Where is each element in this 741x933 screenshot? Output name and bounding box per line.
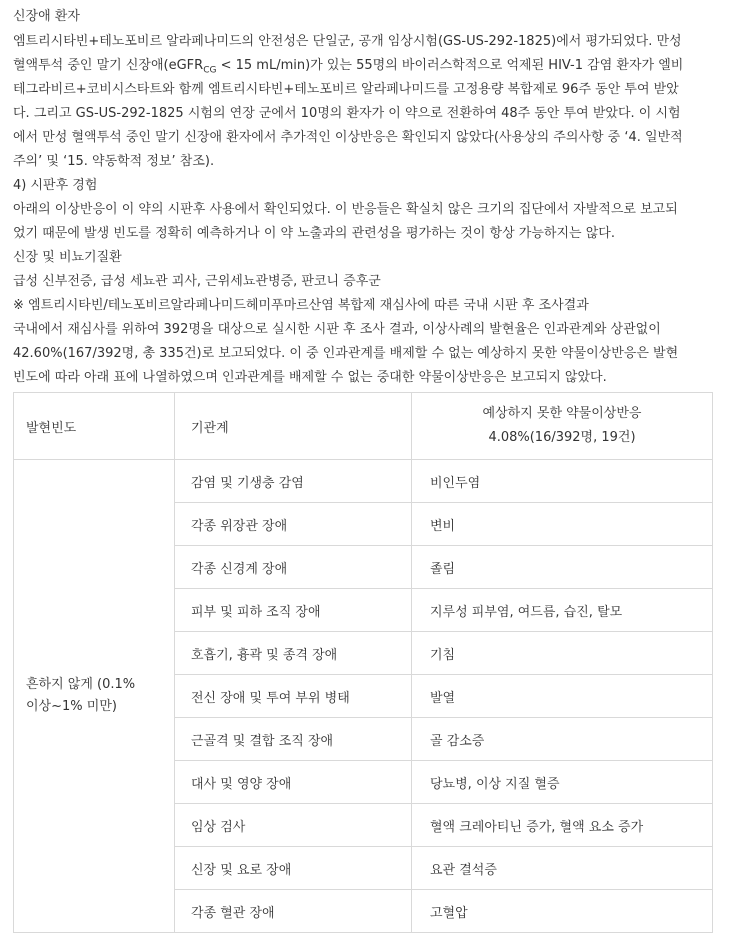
event-cell: 비인두염 — [412, 460, 713, 503]
organ-cell: 피부 및 피하 조직 장애 — [175, 589, 412, 632]
event-cell: 혈액 크레아티닌 증가, 혈액 요소 증가 — [412, 804, 713, 847]
frequency-line: 흔하지 않게 (0.1% — [26, 677, 136, 692]
frequency-line: 이상~1% 미만) — [26, 699, 117, 714]
organ-cell: 신장 및 요로 장애 — [175, 847, 412, 890]
paragraph-line: 테그라비르+코비시스타트와 함께 엠트리시타빈+테노포비르 알라페나미드를 고정용량 복합제로 96주 동안 투여 받았 — [13, 82, 679, 97]
header-organ-system: 기관계 — [175, 393, 412, 460]
renal-impairment-section — [13, 4, 714, 390]
paragraph-line: 급성 신부전증, 급성 세뇨관 괴사, 근위세뇨관병증, 판코니 증후군 — [13, 274, 381, 289]
subsection-heading-renal: 신장 및 비뇨기질환 — [13, 250, 122, 265]
organ-cell: 감염 및 기생충 감염 — [175, 460, 412, 503]
section-heading-renal: 신장애 환자 — [13, 9, 80, 24]
event-cell: 변비 — [412, 503, 713, 546]
event-cell: 요관 결석증 — [412, 847, 713, 890]
organ-cell: 각종 위장관 장애 — [175, 503, 412, 546]
paragraph-line: 었기 때문에 발생 빈도를 정확히 예측하거나 이 약 노출과의 관련성을 평가하는 것이 항상 가능하지는 않다. — [13, 226, 615, 241]
header-adr-title: 예상하지 못한 약물이상반응 — [482, 406, 642, 421]
adverse-reaction-table — [13, 392, 713, 933]
table-header-row — [14, 393, 713, 460]
note-heading: ※ 엠트리시타빈/테노포비르알라페나미드헤미푸마르산염 복합제 재심사에 따른 국내 시판 후 조사결과 — [13, 298, 589, 313]
subscript-cg: CG — [203, 65, 217, 76]
paragraph-line: 다. 그리고 GS-US-292-1825 시험의 연장 군에서 10명의 환자가 이 약으로 전환하여 48주 동안 투여 받았다. 이 시험 — [13, 106, 681, 121]
event-cell: 고혈압 — [412, 890, 713, 933]
organ-cell: 각종 혈관 장애 — [175, 890, 412, 933]
text-segment: 혈액투석 중인 말기 신장애(eGFR — [13, 58, 204, 73]
event-cell: 기침 — [412, 632, 713, 675]
organ-cell: 각종 신경계 장애 — [175, 546, 412, 589]
paragraph-line — [13, 54, 714, 78]
paragraph-line: 42.60%(167/392명, 총 335건)로 보고되었다. 이 중 인과관계를 배제할 수 없는 예상하지 못한 약물이상반응은 발현 — [13, 346, 679, 361]
section-heading-postmarketing: 4) 시판후 경험 — [13, 178, 98, 193]
paragraph-line: 국내에서 재심사를 위하여 392명을 대상으로 실시한 시판 후 조사 결과, 이상사례의 발현율은 인과관계와 상관없이 — [13, 322, 661, 337]
header-frequency: 발현빈도 — [14, 393, 175, 460]
organ-cell: 호흡기, 흉곽 및 종격 장애 — [175, 632, 412, 675]
table-row — [14, 460, 713, 503]
paragraph-line: 아래의 이상반응이 이 약의 시판후 사용에서 확인되었다. 이 반응들은 확실치 않은 크기의 집단에서 자발적으로 보고되 — [13, 202, 678, 217]
organ-cell: 전신 장애 및 투여 부위 병태 — [175, 675, 412, 718]
frequency-cell — [14, 460, 175, 933]
organ-cell: 임상 검사 — [175, 804, 412, 847]
event-cell: 졸림 — [412, 546, 713, 589]
organ-cell: 근골격 및 결합 조직 장애 — [175, 718, 412, 761]
paragraph-line: 엠트리시타빈+테노포비르 알라페나미드의 안전성은 단일군, 공개 임상시험(GS-US-292-1825)에서 평가되었다. 만성 — [13, 34, 682, 49]
text-segment: < 15 mL/min)가 있는 55명의 바이러스학적으로 억제된 HIV-1 감염 환자가 엘비 — [216, 58, 684, 73]
paragraph-line: 에서 만성 혈액투석 중인 말기 신장애 환자에서 추가적인 이상반응은 확인되지 않았다(사용상의 주의사항 중 ‘4. 일반적 — [13, 130, 683, 145]
paragraph-line: 빈도에 따라 아래 표에 나열하였으며 인과관계를 배제할 수 없는 중대한 약물이상반응은 보고되지 않았다. — [13, 370, 607, 385]
organ-cell: 대사 및 영양 장애 — [175, 761, 412, 804]
event-cell: 발열 — [412, 675, 713, 718]
event-cell: 지루성 피부염, 여드름, 습진, 탈모 — [412, 589, 713, 632]
paragraph-line: 주의’ 및 ‘15. 약동학적 정보’ 참조). — [13, 154, 215, 169]
event-cell: 골 감소증 — [412, 718, 713, 761]
header-adr-count: 4.08%(16/392명, 19건) — [488, 430, 636, 445]
header-adr — [412, 393, 713, 460]
event-cell: 당뇨병, 이상 지질 혈증 — [412, 761, 713, 804]
